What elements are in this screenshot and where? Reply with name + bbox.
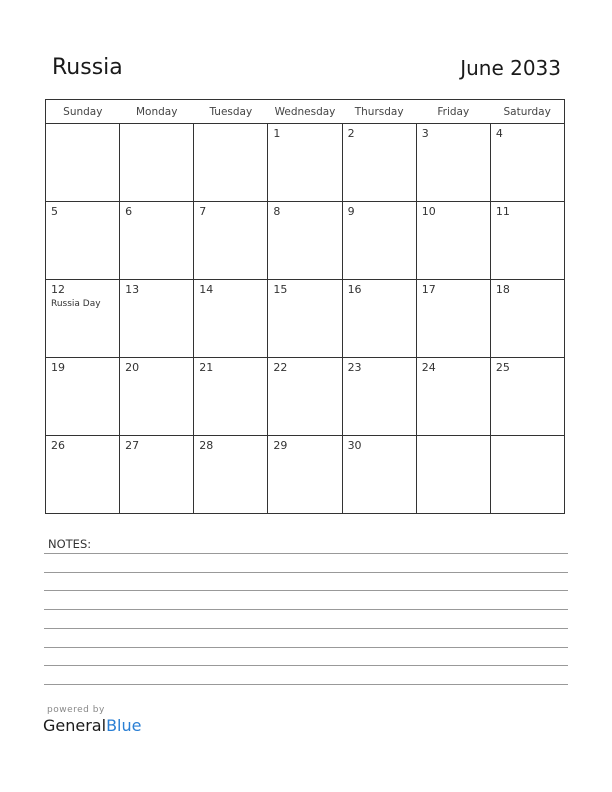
day-number: 22	[273, 361, 288, 374]
day-cell	[416, 280, 490, 358]
day-number: 7	[199, 205, 207, 218]
day-number: 14	[199, 283, 214, 296]
day-cell	[342, 124, 416, 202]
note-line	[44, 553, 568, 554]
day-cell	[46, 358, 120, 436]
powered-by-text: powered by	[47, 705, 105, 715]
day-number: 3	[421, 127, 429, 140]
day-number: 26	[51, 439, 65, 452]
day-cell	[342, 202, 416, 280]
week-row	[46, 280, 565, 358]
note-line	[44, 665, 568, 666]
day-cell	[416, 436, 490, 514]
day-number: 29	[273, 439, 288, 452]
day-cell	[194, 436, 268, 514]
day-number: 15	[273, 283, 288, 296]
weekday-header: Friday	[416, 100, 490, 124]
day-number: 19	[51, 361, 65, 374]
day-cell	[120, 202, 194, 280]
day-cell	[416, 202, 490, 280]
day-cell	[342, 358, 416, 436]
day-number: 12	[51, 283, 65, 296]
day-cell	[268, 358, 342, 436]
day-cell	[268, 124, 342, 202]
day-number: 18	[495, 283, 510, 296]
day-number: 28	[199, 439, 214, 452]
holiday-label: Russia Day	[51, 299, 101, 309]
day-cell	[490, 358, 564, 436]
brand-blue: Blue	[106, 716, 142, 735]
day-cell	[194, 124, 268, 202]
weekday-header: Sunday	[46, 100, 120, 124]
weekday-header: Tuesday	[194, 100, 268, 124]
day-number: 17	[421, 283, 436, 296]
day-cell	[490, 280, 564, 358]
day-cell	[490, 124, 564, 202]
weekday-header: Thursday	[342, 100, 416, 124]
day-cell	[194, 202, 268, 280]
week-row	[46, 202, 565, 280]
weekday-header: Monday	[120, 100, 194, 124]
brand-general: General	[43, 716, 107, 735]
day-cell	[416, 358, 490, 436]
note-line	[44, 590, 568, 591]
day-cell	[342, 280, 416, 358]
day-number: 2	[347, 127, 355, 140]
day-cell	[342, 436, 416, 514]
week-row	[46, 358, 565, 436]
day-number: 8	[273, 205, 281, 218]
weekday-header-row	[46, 100, 565, 124]
day-number: 24	[421, 361, 436, 374]
notes-label: NOTES:	[48, 537, 92, 551]
day-cell	[416, 124, 490, 202]
day-cell	[268, 202, 342, 280]
day-number: 23	[347, 361, 362, 374]
day-number: 10	[421, 205, 436, 218]
week-row	[46, 124, 565, 202]
note-line	[44, 684, 568, 685]
day-cell	[46, 202, 120, 280]
generalblue-logo	[43, 716, 141, 735]
day-number: 6	[125, 205, 133, 218]
day-cell	[46, 124, 120, 202]
day-cell	[268, 280, 342, 358]
weekday-header: Wednesday	[268, 100, 342, 124]
day-cell	[120, 280, 194, 358]
day-cell	[268, 436, 342, 514]
day-number: 13	[125, 283, 140, 296]
country-title: Russia	[52, 55, 123, 80]
day-number: 21	[199, 361, 214, 374]
day-cell	[490, 436, 564, 514]
day-number: 20	[125, 361, 140, 374]
day-number: 1	[273, 127, 281, 140]
day-number: 11	[495, 205, 510, 218]
day-number: 5	[51, 205, 58, 218]
day-cell	[490, 202, 564, 280]
day-cell	[46, 280, 120, 358]
day-cell	[120, 124, 194, 202]
day-cell	[46, 436, 120, 514]
day-number: 30	[347, 439, 362, 452]
day-cell	[194, 358, 268, 436]
day-number: 16	[347, 283, 362, 296]
weekday-header: Saturday	[490, 100, 564, 124]
day-cell	[120, 358, 194, 436]
day-number: 4	[495, 127, 503, 140]
month-year-title: June 2033	[460, 56, 561, 80]
note-line	[44, 609, 568, 610]
day-cell	[194, 280, 268, 358]
note-line	[44, 572, 568, 573]
day-number: 25	[495, 361, 510, 374]
day-cell	[120, 436, 194, 514]
note-line	[44, 628, 568, 629]
day-number: 9	[347, 205, 355, 218]
week-row	[46, 436, 565, 514]
day-number: 27	[125, 439, 140, 452]
calendar-grid	[45, 99, 565, 514]
note-line	[44, 647, 568, 648]
